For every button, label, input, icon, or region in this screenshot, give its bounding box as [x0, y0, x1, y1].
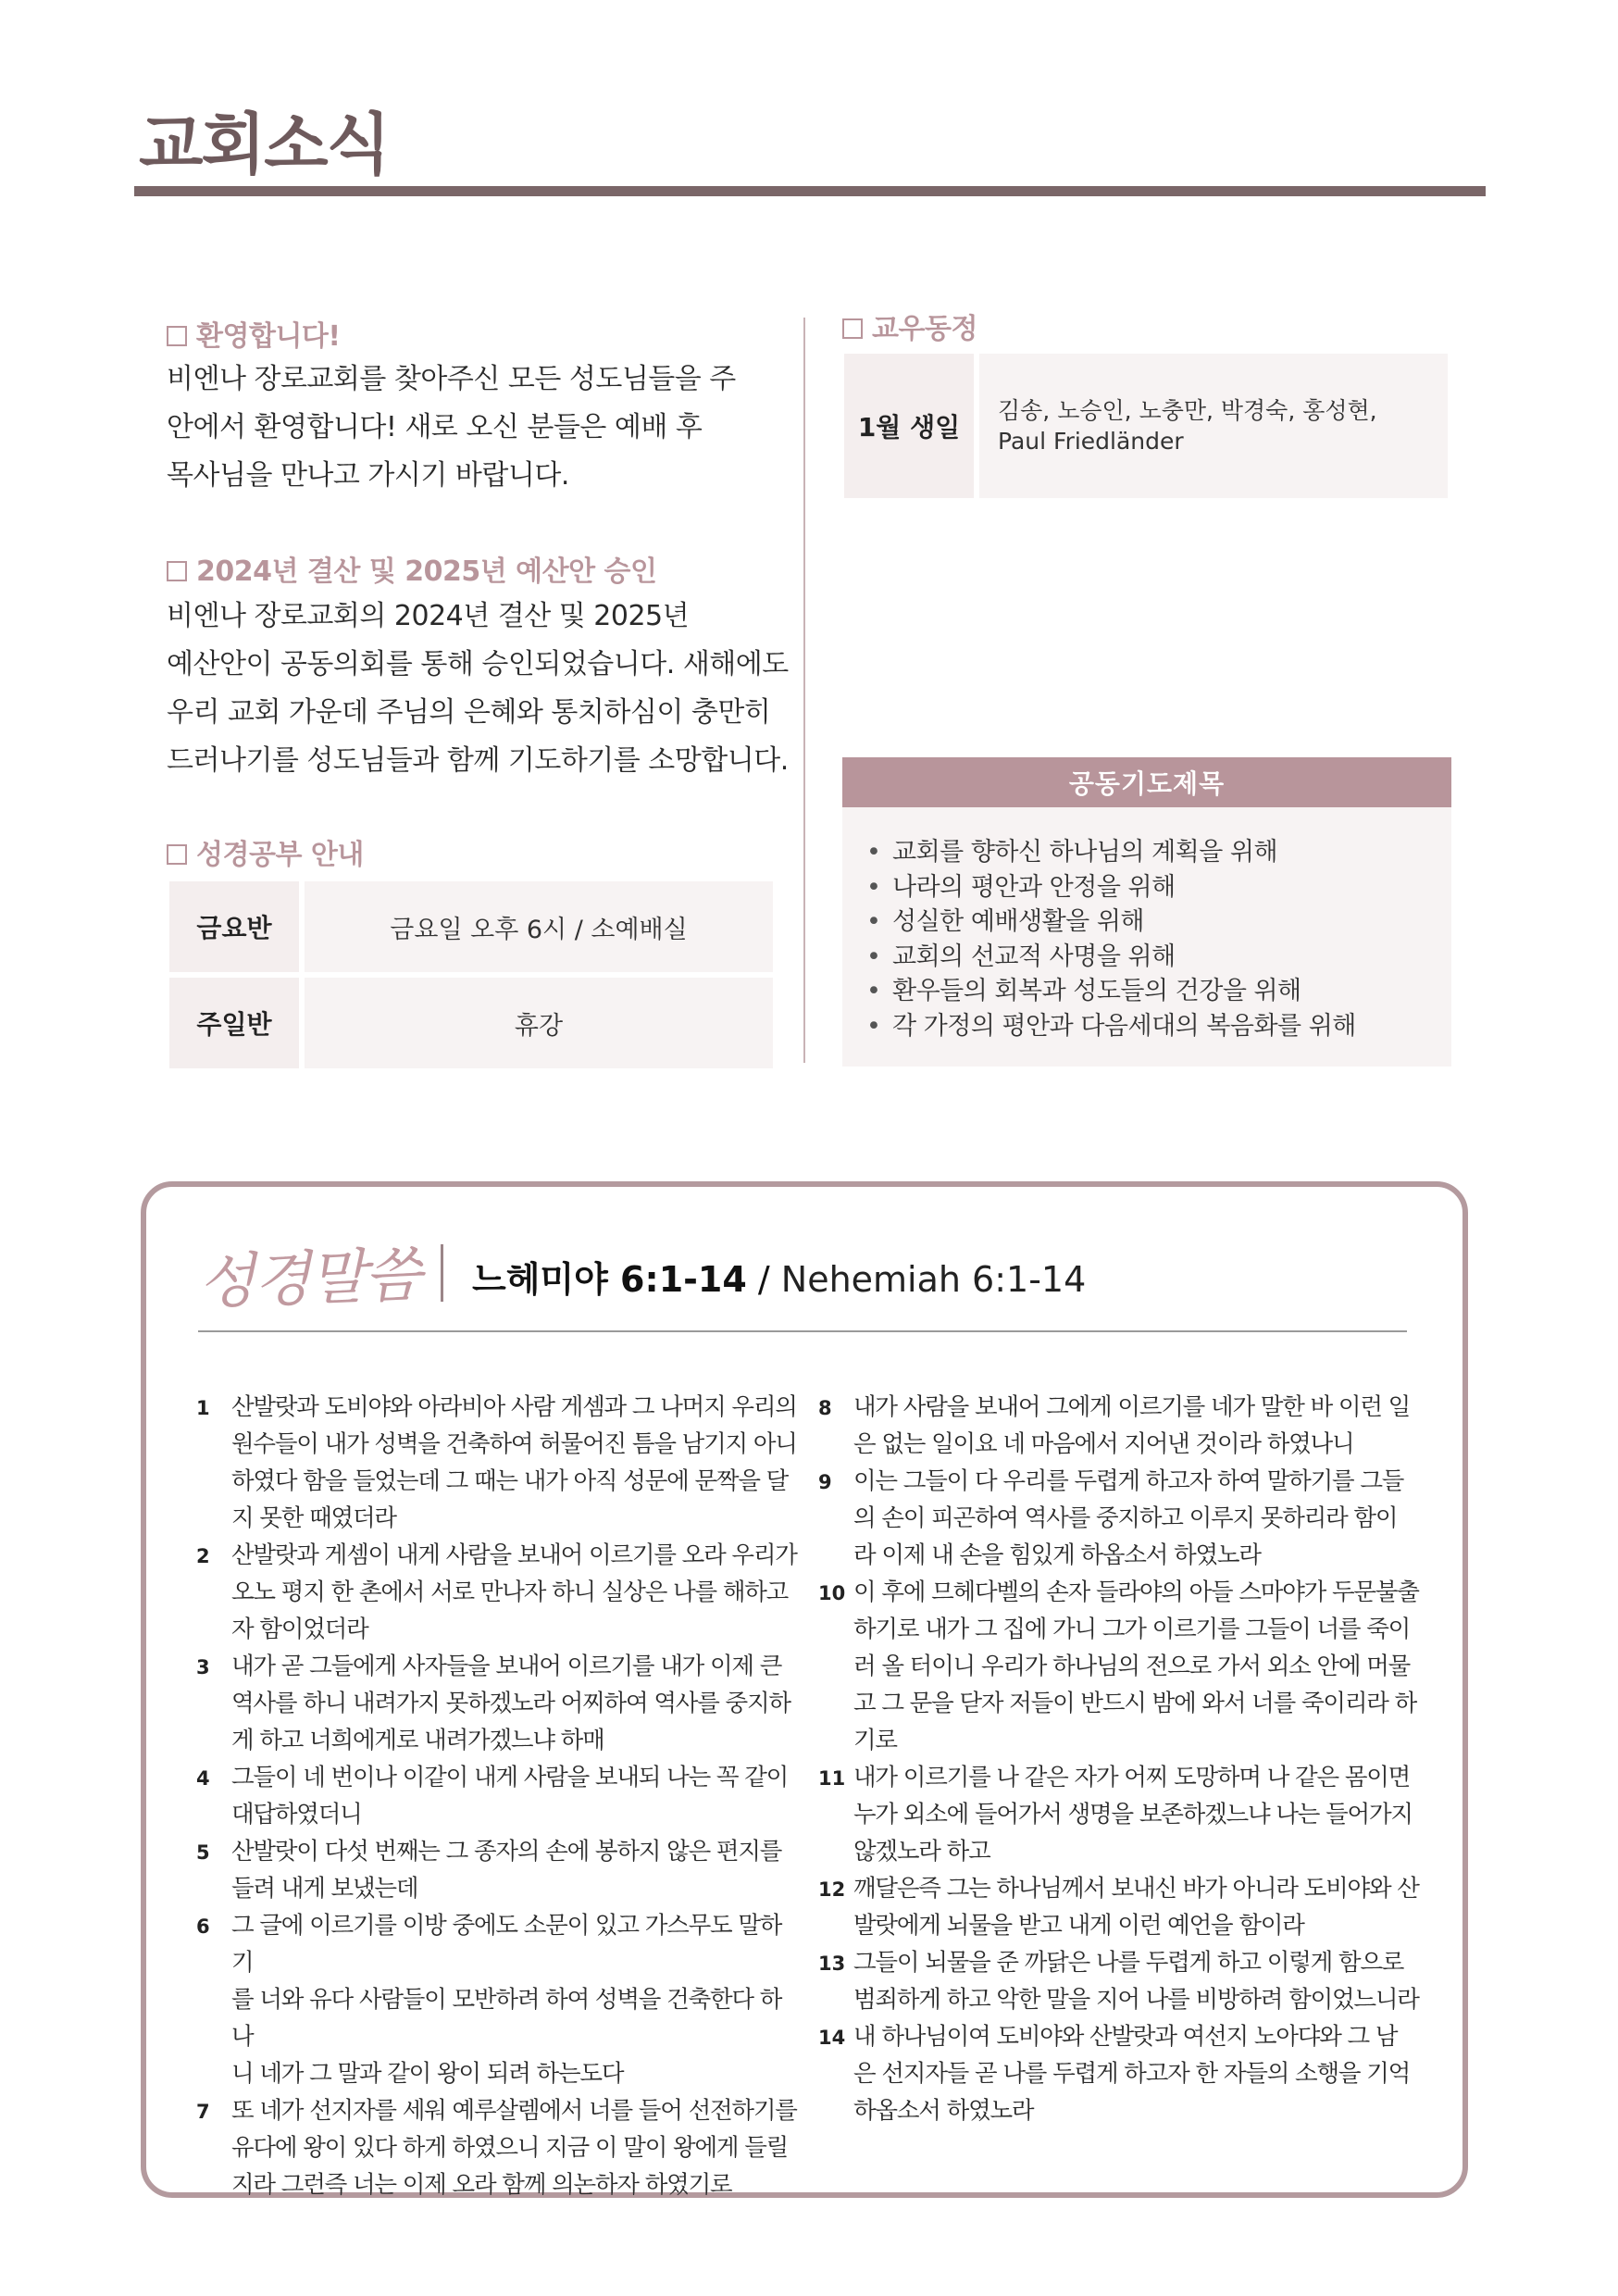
verse-text — [231, 1537, 798, 1648]
verse-number: 14 — [818, 2027, 846, 2049]
verse-text — [231, 2092, 798, 2203]
prayer-box — [842, 757, 1451, 1067]
verse-line: 내가 이르기를 나 같은 자가 어찌 도망하며 나 같은 몸이면 — [853, 1764, 1411, 1791]
verse — [196, 1389, 798, 1537]
verse — [818, 1463, 1420, 1574]
prayer-item-text: 각 가정의 평안과 다음세대의 복음화를 위해 — [892, 1011, 1356, 1041]
verse-line: 기로 — [853, 1727, 897, 1754]
birthday-names: 김송, 노승인, 노충만, 박경숙, 홍성현, Paul Friedländer — [979, 354, 1448, 498]
verse-text — [231, 1648, 798, 1759]
verse-number: 9 — [818, 1471, 832, 1493]
verse-line: 산발랏과 게셈이 내게 사람을 보내어 이르기를 오라 우리가 — [231, 1541, 797, 1569]
title-divider — [134, 186, 1486, 196]
verse-number: 12 — [818, 1878, 846, 1901]
verse-text — [853, 1463, 1420, 1574]
verse-line: 은 없는 일이요 네 마음에서 지어낸 것이라 하였나니 — [853, 1430, 1354, 1458]
verse-line: 이는 그들이 다 우리를 두렵게 하고자 하여 말하기를 그들 — [853, 1467, 1404, 1495]
budget-line: 우리 교회 가운데 주님의 은혜와 통치하심이 충만히 — [167, 696, 771, 729]
verse — [196, 1537, 798, 1648]
birthday-label: 1월 생일 — [844, 354, 974, 498]
verse-line: 지 못한 때였더라 — [231, 1504, 396, 1532]
verse — [196, 1907, 798, 2092]
verse-line: 하였다 함을 들었는데 그 때는 내가 아직 성문에 문짝을 달 — [231, 1467, 789, 1495]
verse-number: 3 — [196, 1656, 210, 1678]
list-item — [866, 1009, 1451, 1044]
verse-line: 누가 외소에 들어가서 생명을 보존하겠느냐 나는 들어가지 — [853, 1801, 1413, 1828]
verse-text — [231, 1907, 798, 2092]
verse-line: 오노 평지 한 촌에서 서로 만나자 하니 실상은 나를 해하고 — [231, 1578, 789, 1606]
verse-number: 11 — [818, 1767, 846, 1790]
verse-number: 13 — [818, 1953, 846, 1975]
scripture-ref-korean: 느헤미야 6:1-14 — [472, 1259, 747, 1300]
verse-number: 4 — [196, 1767, 210, 1790]
welcome-heading — [167, 313, 341, 354]
list-item — [866, 940, 1451, 975]
bullet-icon: • — [866, 977, 881, 1005]
verse — [196, 1759, 798, 1833]
verse-text — [231, 1389, 798, 1537]
prayer-item-text: 교회를 향하신 하나님의 계획을 위해 — [892, 838, 1278, 867]
welcome-body — [167, 356, 778, 500]
prayer-title: 공동기도제목 — [842, 757, 1451, 807]
budget-heading-text: 2024년 결산 및 2025년 예산안 승인 — [196, 555, 657, 588]
scripture-ref-separator: / — [746, 1259, 781, 1300]
table-row — [169, 881, 773, 972]
verse-line: 대답하였더니 — [231, 1801, 362, 1828]
verse-number: 10 — [818, 1582, 846, 1604]
verse-line: 의 손이 피곤하여 역사를 중지하고 이루지 못하리라 함이 — [853, 1504, 1398, 1532]
members-news-heading-text: 교우동정 — [872, 313, 977, 345]
page-title: 교회소식 — [139, 106, 390, 183]
verse-text — [853, 1870, 1420, 1944]
verse-line: 러 올 터이니 우리가 하나님의 전으로 가서 외소 안에 머물 — [853, 1653, 1411, 1680]
welcome-line: 목사님을 만나고 가시기 바랍니다. — [167, 459, 569, 492]
bible-study-heading — [167, 831, 364, 872]
welcome-line: 비엔나 장로교회를 찾아주신 모든 성도님들을 주 — [167, 363, 736, 395]
verse-line: 하기로 내가 그 집에 가니 그가 이르기를 그들이 너를 죽이 — [853, 1616, 1411, 1643]
verse — [818, 1944, 1420, 2018]
verse-number: 6 — [196, 1915, 210, 1938]
budget-line: 예산안이 공동의회를 통해 승인되었습니다. 새해에도 — [167, 648, 789, 680]
birthday-table — [844, 354, 1448, 498]
table-row — [169, 978, 773, 1068]
scripture-ref-english: Nehemiah 6:1-14 — [780, 1259, 1087, 1300]
verse-text — [853, 1944, 1420, 2018]
welcome-heading-text: 환영합니다! — [196, 320, 341, 353]
verse-line: 를 너와 유다 사람들이 모반하려 하여 성벽을 건축한다 하나 — [231, 1986, 782, 2051]
verse-line: 하옵소서 하였노라 — [853, 2097, 1034, 2125]
verse-line: 유다에 왕이 있다 하게 하였으니 지금 이 말이 왕에게 들릴 — [231, 2134, 789, 2162]
verse-text — [853, 2018, 1420, 2129]
verse-text — [853, 1759, 1420, 1870]
verse-number: 1 — [196, 1397, 210, 1419]
verse — [818, 1389, 1420, 1463]
study-class-label: 주일반 — [169, 978, 299, 1068]
prayer-item-text: 환우들의 회복과 성도들의 건강을 위해 — [892, 977, 1301, 1005]
verse-line: 원수들이 내가 성벽을 건축하여 허물어진 틈을 남기지 아니 — [231, 1430, 797, 1458]
scripture-reference — [472, 1251, 1086, 1302]
budget-body — [167, 593, 796, 785]
list-item — [866, 905, 1451, 940]
verse — [196, 2092, 798, 2203]
bullet-icon: • — [866, 942, 881, 971]
verse-line: 그들이 네 번이나 이같이 내게 사람을 보내되 나는 꼭 같이 — [231, 1764, 789, 1791]
verse-line: 내 하나님이여 도비야와 산발랏과 여선지 노아댜와 그 남 — [853, 2023, 1398, 2051]
verse-line: 그들이 뇌물을 준 까닭은 나를 두렵게 하고 이렇게 함으로 — [853, 1949, 1404, 1977]
list-item — [866, 870, 1451, 905]
prayer-item-text: 나라의 평안과 안정을 위해 — [892, 872, 1176, 902]
scripture-divider — [198, 1330, 1407, 1332]
verse-line: 게 하고 너희에게로 내려가겠느냐 하매 — [231, 1727, 604, 1754]
verse-number: 2 — [196, 1545, 210, 1567]
members-news-heading — [842, 306, 977, 346]
verse-line: 니 네가 그 말과 같이 왕이 되려 하는도다 — [231, 2060, 624, 2088]
verse-number: 7 — [196, 2101, 210, 2123]
scripture-heading: 성경말씀 — [196, 1241, 421, 1318]
bullet-icon: • — [866, 872, 881, 902]
bible-study-heading-text: 성경공부 안내 — [196, 839, 364, 871]
verse-line: 깨달은즉 그는 하나님께서 보내신 바가 아니라 도비야와 산 — [853, 1875, 1419, 1903]
verse-text — [231, 1833, 798, 1907]
list-item — [866, 835, 1451, 870]
verse-number: 8 — [818, 1397, 832, 1419]
verse-line: 그 글에 이르기를 이방 중에도 소문이 있고 가스무도 말하기 — [231, 1912, 782, 1977]
checkbox-bullet-icon — [167, 844, 187, 865]
bullet-icon: • — [866, 907, 881, 936]
verse-line: 않겠노라 하고 — [853, 1838, 990, 1866]
verse — [196, 1833, 798, 1907]
verse-line: 역사를 하니 내려가지 못하겠노라 어찌하여 역사를 중지하 — [231, 1690, 790, 1717]
column-divider — [803, 318, 805, 1063]
verse-line: 은 선지자들 곧 나를 두렵게 하고자 한 자들의 소행을 기억 — [853, 2060, 1411, 2088]
verse-line: 이 후에 므헤다벨의 손자 들라야의 아들 스마야가 두문불출 — [853, 1578, 1419, 1606]
verse-line: 산발랏이 다섯 번째는 그 종자의 손에 봉하지 않은 편지를 — [231, 1838, 782, 1866]
verse — [818, 1574, 1420, 1759]
checkbox-bullet-icon — [167, 326, 187, 346]
verse-text — [853, 1389, 1420, 1463]
verse-line: 산발랏과 도비야와 아라비아 사람 게셈과 그 나머지 우리의 — [231, 1393, 797, 1421]
verse — [818, 1759, 1420, 1870]
checkbox-bullet-icon — [842, 318, 863, 339]
bullet-icon: • — [866, 1011, 881, 1041]
verse-line: 자 함이었더라 — [231, 1616, 368, 1643]
verse-line: 라 이제 내 손을 힘있게 하옵소서 하였노라 — [853, 1541, 1261, 1569]
budget-line: 비엔나 장로교회의 2024년 결산 및 2025년 — [167, 600, 690, 632]
study-class-value: 금요일 오후 6시 / 소예배실 — [305, 881, 773, 972]
prayer-item-text: 성실한 예배생활을 위해 — [892, 907, 1144, 936]
verse — [196, 1648, 798, 1759]
verse — [818, 1870, 1420, 1944]
verse-line: 또 네가 선지자를 세워 예루살렘에서 너를 들어 선전하기를 — [231, 2097, 797, 2125]
prayer-list — [842, 807, 1451, 1043]
verses-left-column — [196, 1389, 798, 2203]
verse-number: 5 — [196, 1841, 210, 1864]
verse-line: 지라 그런즉 너는 이제 오라 함께 의논하자 하였기로 — [231, 2171, 732, 2199]
budget-heading — [167, 548, 657, 589]
verse-line: 내가 곧 그들에게 사자들을 보내어 이르기를 내가 이제 큰 — [231, 1653, 782, 1680]
verse-line: 들려 내게 보냈는데 — [231, 1875, 418, 1903]
verse-text — [231, 1759, 798, 1833]
verse — [818, 2018, 1420, 2129]
verses-right-column — [818, 1389, 1420, 2129]
bible-study-table — [169, 881, 773, 1074]
verse-line: 내가 사람을 보내어 그에게 이르기를 네가 말한 바 이런 일 — [853, 1393, 1411, 1421]
prayer-item-text: 교회의 선교적 사명을 위해 — [892, 942, 1176, 971]
verse-text — [853, 1574, 1420, 1759]
heading-separator — [441, 1244, 443, 1302]
welcome-line: 안에서 환영합니다! 새로 오신 분들은 예배 후 — [167, 411, 703, 443]
budget-line: 드러나기를 성도님들과 함께 기도하기를 소망합니다. — [167, 744, 789, 777]
verse-line: 발랏에게 뇌물을 받고 내게 이런 예언을 함이라 — [853, 1912, 1304, 1940]
checkbox-bullet-icon — [167, 561, 187, 581]
bullet-icon: • — [866, 838, 881, 867]
study-class-label: 금요반 — [169, 881, 299, 972]
list-item — [866, 974, 1451, 1009]
verse-line: 고 그 문을 닫자 저들이 반드시 밤에 와서 너를 죽이리라 하 — [853, 1690, 1417, 1717]
study-class-value: 휴강 — [305, 978, 773, 1068]
verse-line: 범죄하게 하고 악한 말을 지어 나를 비방하려 함이었느니라 — [853, 1986, 1419, 2014]
